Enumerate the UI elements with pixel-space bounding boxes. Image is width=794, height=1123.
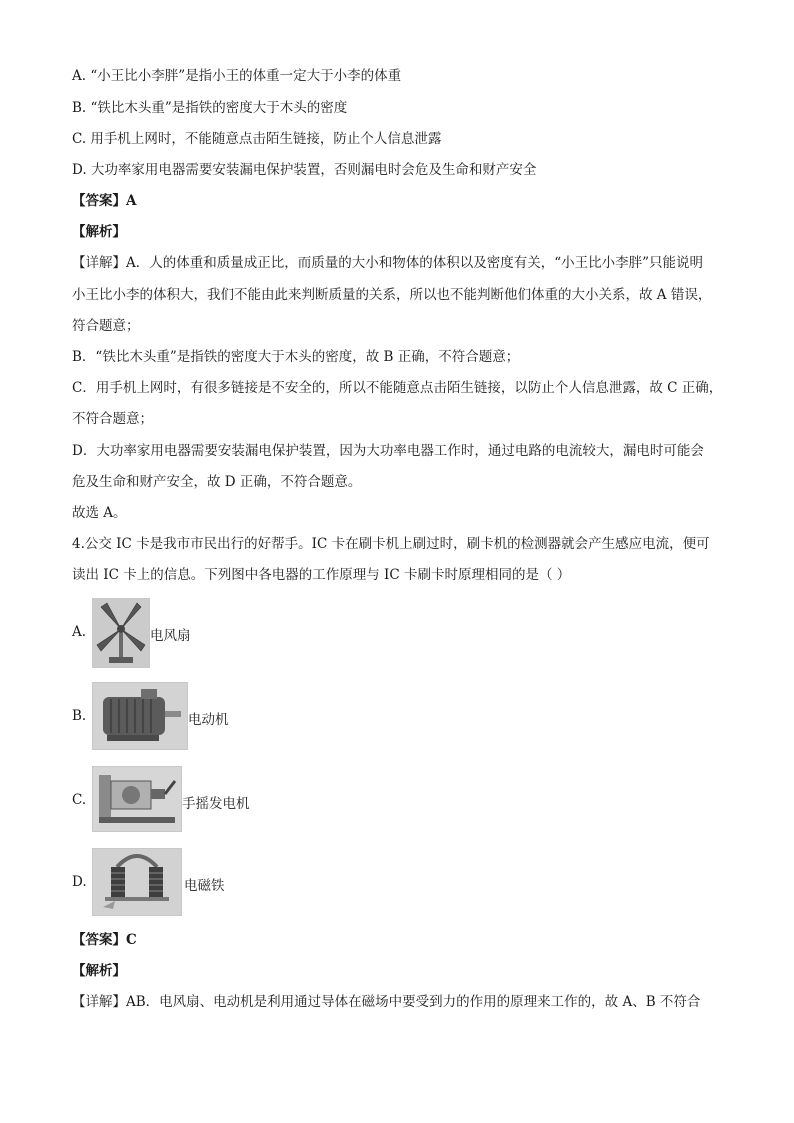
option-label: C. bbox=[72, 792, 87, 808]
option-label: B. bbox=[72, 708, 87, 724]
q4-option-b bbox=[72, 682, 292, 752]
q4-stem-line: 4.公交 IC 卡是我市市民出行的好帮手。IC 卡在刷卡机上刷过时，刷卡机的检测器就会产生感应电流，便可 bbox=[72, 536, 710, 552]
q3-detail-line: B．“铁比木头重”是指铁的密度大于木头的密度，故 B 正确，不符合题意； bbox=[72, 349, 520, 365]
electric-fan-image bbox=[92, 598, 150, 668]
option-label: A. bbox=[72, 624, 87, 640]
q3-answer: 【答案】A bbox=[72, 193, 137, 209]
q3-option-c: C. 用手机上网时，不能随意点击陌生链接，防止个人信息泄露 bbox=[72, 131, 442, 147]
electromagnet-image bbox=[92, 848, 182, 916]
q3-option-a: A. “小王比小李胖”是指小王的体重一定大于小李的体重 bbox=[72, 68, 402, 84]
q3-option-d: D. 大功率家用电器需要安装漏电保护装置，否则漏电时会危及生命和财产安全 bbox=[72, 162, 537, 178]
option-caption: 电风扇 bbox=[150, 628, 191, 644]
q4-answer: 【答案】C bbox=[72, 932, 137, 948]
q4-analysis-label: 【解析】 bbox=[72, 963, 126, 979]
q3-detail-line: 危及生命和财产安全，故 D 正确，不符合题意。 bbox=[72, 474, 362, 490]
q4-option-a bbox=[72, 598, 272, 668]
option-caption: 手摇发电机 bbox=[182, 796, 250, 812]
option-caption: 电动机 bbox=[188, 712, 229, 728]
option-label: D. bbox=[72, 874, 87, 890]
q3-detail-line: C．用手机上网时，有很多链接是不安全的，所以不能随意点击陌生链接，以防止个人信息泄露，故 C 正确， bbox=[72, 380, 723, 396]
q4-option-d bbox=[72, 848, 292, 918]
q3-detail-line: D．大功率家用电器需要安装漏电保护装置，因为大功率电器工作时，通过电路的电流较大，漏电时可能会 bbox=[72, 443, 704, 459]
q4-detail-line: 【详解】AB．电风扇、电动机是利用通过导体在磁场中要受到力的作用的原理来工作的，故 A、B 不符合 bbox=[72, 994, 701, 1010]
q3-detail-line: 不符合题意； bbox=[72, 411, 153, 427]
q3-detail-line: 符合题意； bbox=[72, 318, 140, 334]
hand-crank-generator-image bbox=[92, 766, 182, 832]
q3-analysis-label: 【解析】 bbox=[72, 224, 126, 240]
option-caption: 电磁铁 bbox=[184, 878, 225, 894]
q4-stem-line: 读出 IC 卡上的信息。下列图中各电器的工作原理与 IC 卡刷卡时原理相同的是（ ） bbox=[72, 567, 571, 583]
q3-detail-line: 【详解】A．人的体重和质量成正比，而质量的大小和物体的体积以及密度有关，“小王比小李胖”只能说明 bbox=[72, 255, 704, 271]
q4-option-c bbox=[72, 766, 292, 836]
q3-conclusion: 故选 A。 bbox=[72, 505, 127, 521]
q3-detail-line: 小王比小李的体积大，我们不能由此来判断质量的关系，所以也不能判断他们体重的大小关系，故 A 错误， bbox=[72, 287, 712, 303]
electric-motor-image bbox=[92, 682, 188, 750]
q3-option-b: B. “铁比木头重”是指铁的密度大于木头的密度 bbox=[72, 100, 348, 116]
